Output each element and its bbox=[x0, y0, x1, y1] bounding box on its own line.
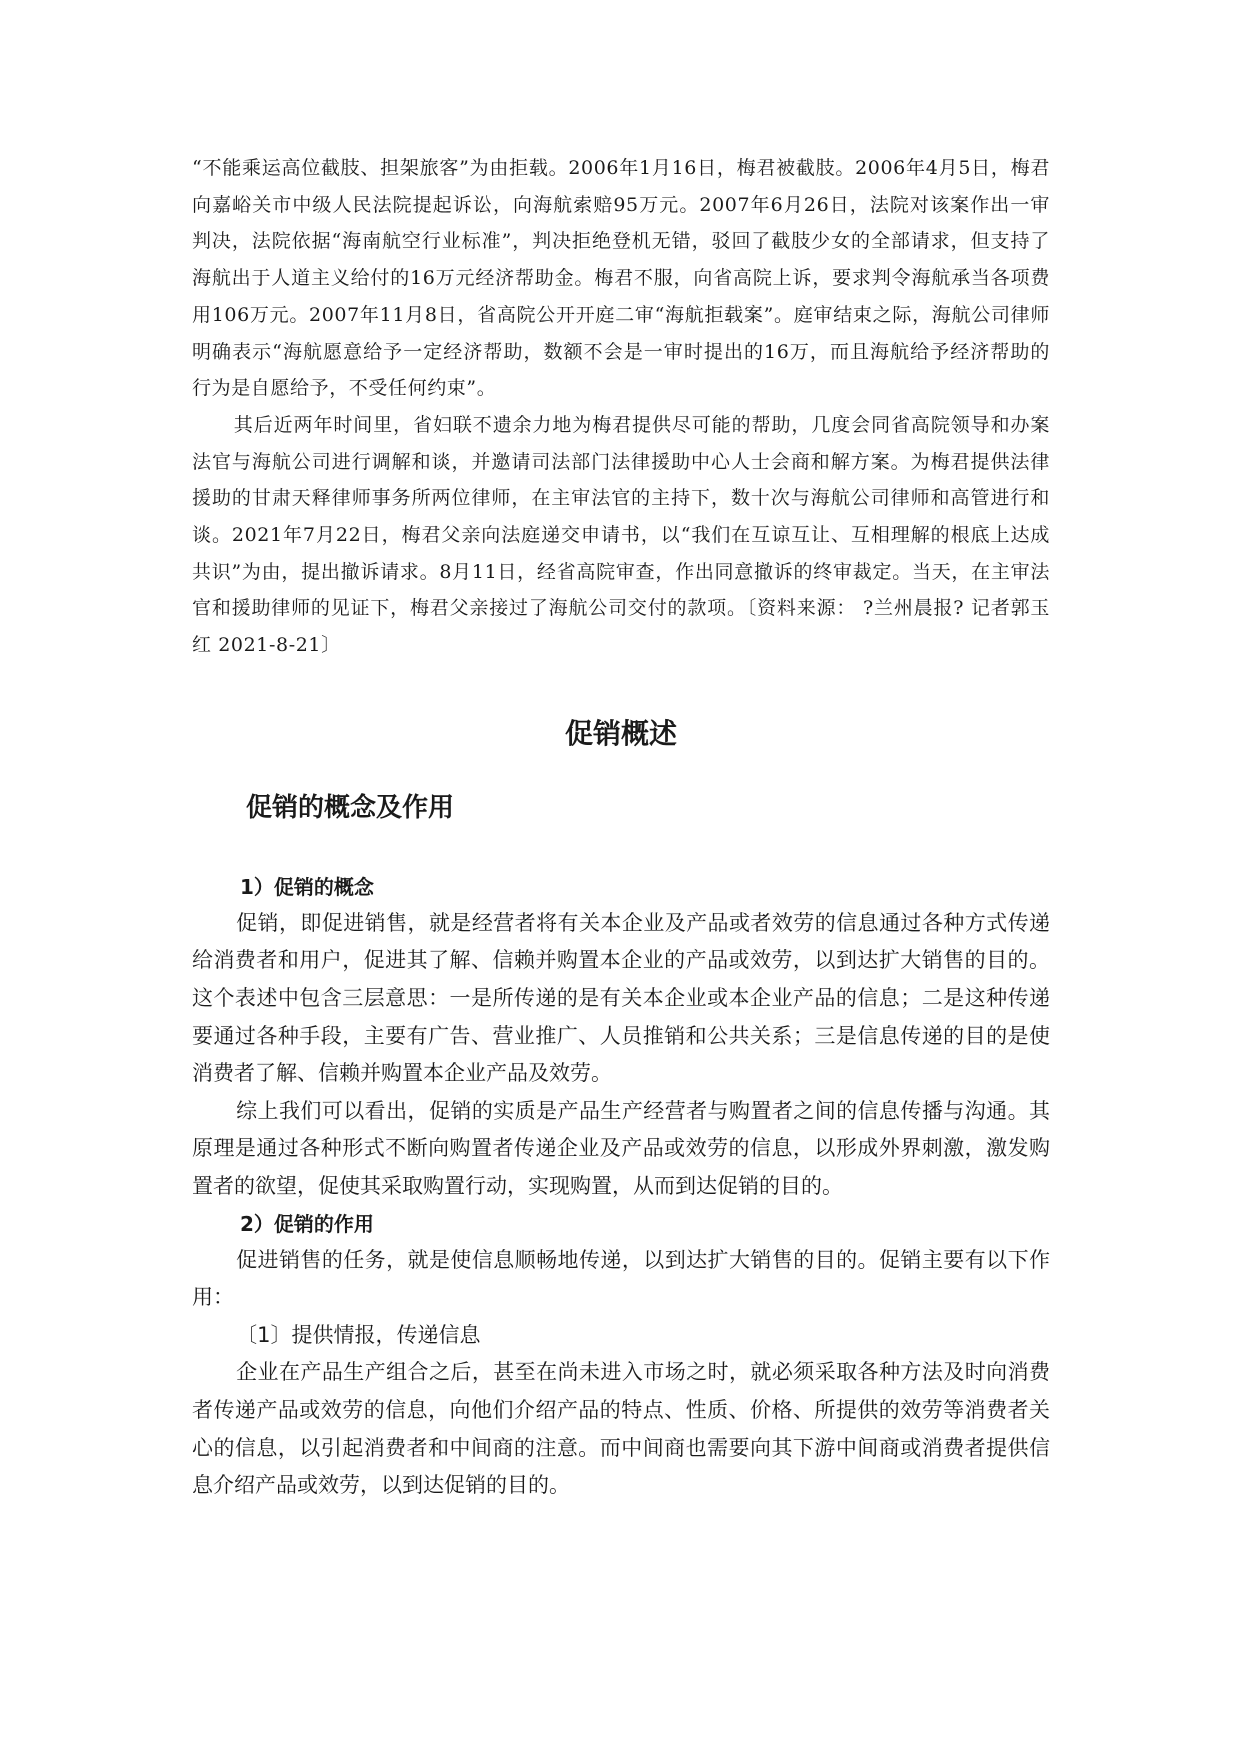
subsection-title: 促销的概念及作用 bbox=[246, 792, 455, 823]
role-paragraph-2: 企业在产品生产组合之后，甚至在尚未进入市场之时，就必须采取各种方法及时向消费者传递产品或效劳的信息，向他们介绍产品的特点、性质、价格、所提供的效劳等消费者关心的信息，以引起消费者和中间商的注意。而中间商也需要向其下游中间商或消费者提供信息介绍产品或效劳，以到达促销的目的。 bbox=[192, 1360, 1050, 1498]
role-paragraph-1: 促进销售的任务，就是使信息顺畅地传递，以到达扩大销售的目的。促销主要有以下作用： bbox=[192, 1247, 1050, 1310]
role-list-item-1: 〔1〕提供情报，传递信息 bbox=[236, 1322, 481, 1347]
document-page bbox=[192, 150, 1050, 1505]
concept-paragraph-2: 综上我们可以看出，促销的实质是产品生产经营者与购置者之间的信息传播与沟通。其原理是通过各种形式不断向购置者传递企业及产品或效劳的信息，以形成外界刺激，激发购置者的欲望，促使其采取购置行动，实现购置，从而到达促销的目的。 bbox=[192, 1098, 1050, 1198]
case-paragraph-2: 其后近两年时间里，省妇联不遗余力地为梅君提供尽可能的帮助，几度会同省高院领导和办案法官与海航公司进行调解和谈，并邀请司法部门法律援助中心人士会商和解方案。为梅君提供法律援助的甘肃天释律师事务所两位律师，在主审法官的主持下，数十次与海航公司律师和高管进行和谈。2021年7月22日，梅君父亲向法庭递交申请书，以“我们在互谅互让、互相理解的根底上达成共识”为由，提出撤诉请求。8月11日，经省高院审查，作出同意撤诉的终审裁定。当天，在主审法官和援助律师的见证下，梅君父亲接过了海航公司交付的款项。〔资料来源： ?兰州晨报? 记者郭玉红 2021-8-21〕 bbox=[192, 413, 1050, 657]
case-paragraph-1: “不能乘运高位截肢、担架旅客”为由拒载。2006年1月16日，梅君被截肢。2006年4月5日，梅君向嘉峪关市中级人民法院提起诉讼，向海航索赔95万元。2007年6月26日，法院对该案作出一审判决，法院依据“海南航空行业标准”，判决拒绝登机无错，驳回了截肢少女的全部请求，但支持了海航出于人道主义给付的16万元经济帮助金。梅君不服，向省高院上诉，要求判令海航承当各项费用106万元。2007年11月8日，省高院公开开庭二审“海航拒载案”。庭审结束之际，海航公司律师明确表示“海航愿意给予一定经济帮助，数额不会是一审时提出的16万，而且海航给予经济帮助的行为是自愿给予，不受任何约束”。 bbox=[192, 157, 1050, 400]
concept-heading: 1）促销的概念 bbox=[240, 874, 374, 899]
concept-paragraph-1: 促销，即促进销售，就是经营者将有关本企业及产品或者效劳的信息通过各种方式传递给消费者和用户，促进其了解、信赖并购置本企业的产品或效劳，以到达扩大销售的目的。这个表述中包含三层意思：一是所传递的是有关本企业或本企业产品的信息；二是这种传递要通过各种手段，主要有广告、营业推广、人员推销和公共关系；三是信息传递的目的是使消费者了解、信赖并购置本企业产品及效劳。 bbox=[192, 910, 1050, 1086]
case-study-text bbox=[192, 150, 1050, 664]
body-content bbox=[192, 869, 1050, 1505]
role-heading: 2）促销的作用 bbox=[240, 1211, 374, 1236]
section-title: 促销概述 bbox=[564, 716, 677, 750]
